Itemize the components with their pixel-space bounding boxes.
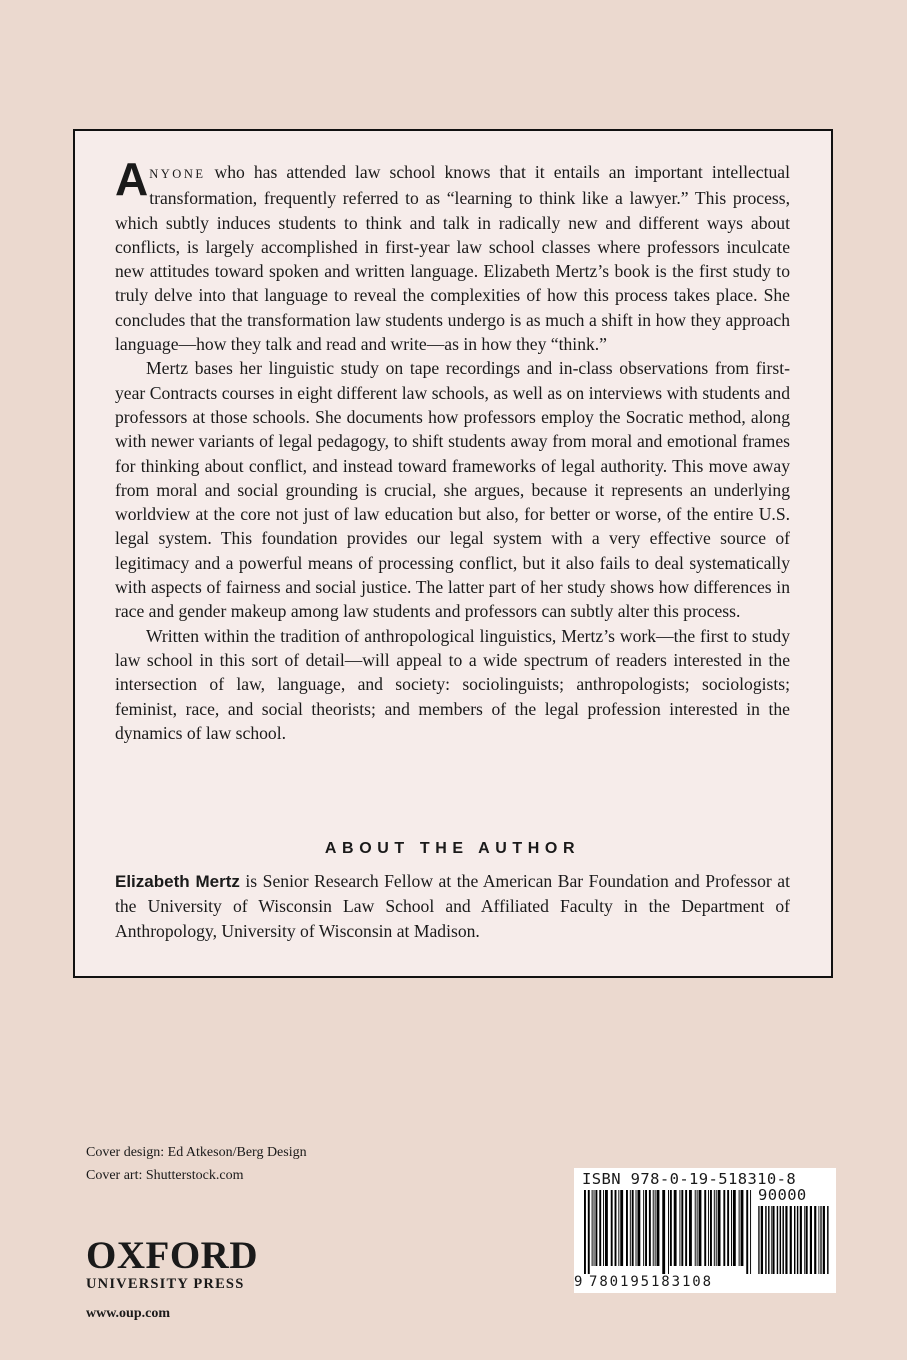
barcode-bar bbox=[584, 1190, 586, 1274]
barcode-bar bbox=[649, 1190, 651, 1266]
barcode-bar bbox=[618, 1190, 619, 1266]
barcode-bar bbox=[718, 1190, 721, 1266]
barcode-bar bbox=[611, 1190, 613, 1266]
description-paragraph-3: Written within the tradition of anthropological linguistics, Mertz’s work—the first to study law school in this sort of detail—will appeal to a wide spectrum of readers interested in the intersection of law, language, and society: sociolinguists; anthropologists; sociologists; feminist, race, and social theorists; and members of the legal profession interested in the dynamics of law school. bbox=[115, 625, 790, 743]
cover-art-credit: Cover art: Shutterstock.com bbox=[86, 1168, 244, 1183]
barcode-bar bbox=[771, 1206, 772, 1274]
barcode-bar bbox=[797, 1206, 798, 1274]
publisher-url: www.oup.com bbox=[86, 1306, 171, 1321]
ean-barcode-bars bbox=[584, 1190, 754, 1274]
barcode-bar bbox=[645, 1190, 647, 1266]
barcode-bar bbox=[810, 1206, 812, 1274]
author-name: Elizabeth Mertz bbox=[115, 872, 240, 891]
isbn-barcode bbox=[574, 1168, 836, 1293]
barcode-bar bbox=[681, 1190, 683, 1266]
barcode-bar bbox=[716, 1190, 717, 1266]
barcode-bar bbox=[780, 1206, 781, 1274]
barcode-bar bbox=[668, 1190, 669, 1274]
lead-in-smallcaps: NYONE bbox=[149, 167, 206, 181]
barcode-bar bbox=[777, 1206, 778, 1274]
barcode-bar bbox=[695, 1190, 696, 1266]
barcode-bar bbox=[741, 1190, 744, 1266]
barcode-bar bbox=[782, 1206, 783, 1274]
author-bio bbox=[115, 869, 790, 943]
barcode-bar bbox=[746, 1190, 748, 1274]
barcode-bar bbox=[592, 1190, 593, 1266]
isbn-label: ISBN 978-0-19-518310-8 bbox=[582, 1170, 797, 1188]
barcode-bar bbox=[818, 1206, 819, 1274]
barcode-bar bbox=[765, 1206, 766, 1274]
barcode-digits: 780195183108 bbox=[589, 1274, 713, 1290]
barcode-bar bbox=[758, 1206, 759, 1274]
barcode-bar bbox=[594, 1190, 595, 1266]
barcode-bar bbox=[733, 1190, 736, 1266]
addon-barcode-bars bbox=[758, 1206, 830, 1274]
barcode-bar bbox=[790, 1206, 792, 1274]
barcode-bar bbox=[821, 1206, 822, 1274]
barcode-bar bbox=[685, 1190, 687, 1266]
barcode-bar bbox=[731, 1190, 732, 1266]
barcode-bar bbox=[727, 1190, 729, 1266]
barcode-bar bbox=[615, 1190, 617, 1266]
barcode-bar bbox=[632, 1190, 634, 1266]
publisher-logo: OXFORD bbox=[86, 1234, 258, 1277]
barcode-bar bbox=[814, 1206, 816, 1274]
barcode-bar bbox=[714, 1190, 715, 1266]
barcode-bar bbox=[588, 1190, 590, 1274]
barcode-bar bbox=[823, 1206, 825, 1274]
barcode-bar bbox=[643, 1190, 644, 1266]
barcode-bar bbox=[655, 1190, 656, 1266]
description-paragraph-2: Mertz bases her linguistic study on tape recordings and in-class observations from first-year Contracts courses in eight different law schools, as well as on interviews with students and professors at those schools. She documents how professors employ the Socratic method, along with newer variants of legal pedagogy, to shift students away from moral and emotional frames for thinking about conflict, and instead toward frameworks of legal authority. This move away from moral and social grounding is crucial, she argues, because it represents an underlying worldview at the core not just of law education but also, for better or worse, of the entire U.S. legal system. This foundation provides our legal system with a very effective source of legitimacy and a powerful means of processing conflict, but it also fails to deal systematically with aspects of fairness and social justice. The latter part of her study shows how differences in race and gender makeup among law students and professors can subtly alter this process. bbox=[115, 358, 790, 622]
publisher-name: UNIVERSITY PRESS bbox=[86, 1276, 245, 1292]
barcode-bar bbox=[657, 1190, 660, 1266]
barcode-bar bbox=[674, 1190, 677, 1266]
barcode-bar bbox=[804, 1206, 805, 1274]
barcode-bar bbox=[761, 1206, 763, 1274]
barcode-bar bbox=[653, 1190, 654, 1266]
barcode-bar bbox=[599, 1190, 601, 1266]
barcode-bar bbox=[699, 1190, 702, 1266]
barcode-bar bbox=[794, 1206, 795, 1274]
barcode-bar bbox=[785, 1206, 787, 1274]
barcode-bar bbox=[636, 1190, 637, 1266]
barcode-bar bbox=[595, 1190, 597, 1266]
drop-cap: A bbox=[115, 153, 148, 205]
barcode-bar bbox=[603, 1190, 604, 1266]
barcode-bar bbox=[820, 1206, 821, 1274]
barcode-bar bbox=[662, 1190, 665, 1274]
description-paragraph-1 bbox=[115, 153, 790, 356]
barcode-bar bbox=[605, 1190, 608, 1266]
barcode-bar bbox=[750, 1190, 751, 1274]
barcode-bar bbox=[772, 1206, 774, 1274]
barcode-bar bbox=[670, 1190, 672, 1266]
author-bio-text: is Senior Research Fellow at the American Bar Foundation and Professor at the University of Wisconsin Law School and Affiliated Faculty in the Department of Anthropology, University of Wisconsin at Madison. bbox=[115, 871, 790, 941]
barcode-bar bbox=[708, 1190, 709, 1266]
barcode-bar bbox=[710, 1190, 712, 1266]
book-description bbox=[115, 153, 790, 745]
barcode-bar bbox=[768, 1206, 769, 1274]
barcode-bar bbox=[620, 1190, 623, 1266]
paragraph-1-text: who has attended law school knows that it entails an important intellectual transformation, frequently referred to as “learning to think like a lawyer.” This process, which subtly induces students to think and talk in radically new and different ways about conflicts, is largely accomplished in first-year law school classes where professors inculcate new attitudes toward spoken and written language. Elizabeth Mertz’s book is the first study to truly delve into that language to reveal the complexities of how this process takes place. She concludes that the transformation law students undergo is as much a shift in how they approach language—how they talk and read and write—as in how they “think.” bbox=[115, 162, 790, 355]
barcode-bar bbox=[739, 1190, 740, 1266]
barcode-bar bbox=[704, 1190, 706, 1266]
barcode-bar bbox=[806, 1206, 808, 1274]
barcode-bar bbox=[626, 1190, 628, 1266]
about-author-heading: ABOUT THE AUTHOR bbox=[324, 840, 581, 857]
barcode-bar bbox=[723, 1190, 725, 1266]
barcode-bar bbox=[697, 1190, 698, 1266]
barcode-bar bbox=[759, 1206, 760, 1274]
barcode-lead-digit: 9 bbox=[574, 1274, 583, 1290]
barcode-bar bbox=[679, 1190, 680, 1266]
barcode-bar bbox=[827, 1206, 828, 1274]
barcode-bar bbox=[689, 1190, 692, 1266]
barcode-bar bbox=[630, 1190, 631, 1266]
cover-design-credit: Cover design: Ed Atkeson/Berg Design bbox=[86, 1145, 307, 1160]
barcode-bar bbox=[800, 1206, 802, 1274]
barcode-bar bbox=[637, 1190, 640, 1266]
price-code: 90000 bbox=[758, 1186, 807, 1204]
